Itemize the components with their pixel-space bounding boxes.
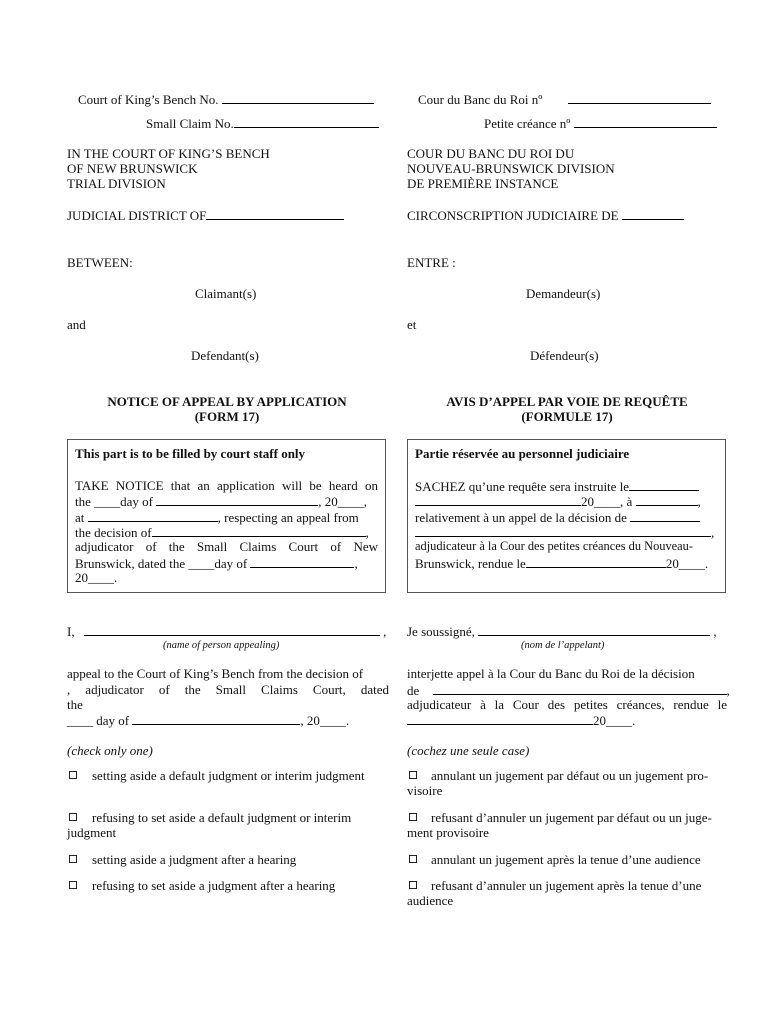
court-fr-line2: NOUVEAU-BRUNSWICK DIVISION bbox=[407, 161, 615, 176]
option-fr-2-cont: ment provisoire bbox=[407, 825, 489, 840]
judicial-district: JUDICIAL DISTRICT OF bbox=[67, 207, 344, 223]
option-fr-4: refusant d’annuler un jugement après la tenue d’une bbox=[431, 878, 702, 893]
court-en-line3: TRIAL DIVISION bbox=[67, 176, 166, 191]
fr-decision-date-field[interactable] bbox=[526, 555, 666, 568]
appeal-fr-line2: de , bbox=[407, 683, 730, 698]
fr-kb-number-label: Cour du Banc du Roi nº bbox=[418, 91, 711, 107]
fr-appeal-decision-field[interactable] bbox=[433, 682, 727, 695]
kb-number-field[interactable] bbox=[222, 91, 374, 104]
checkbox-en-option-3[interactable] bbox=[69, 855, 77, 863]
option-en-4: refusing to set aside a judgment after a hearing bbox=[92, 878, 336, 893]
decision-date-field[interactable] bbox=[250, 555, 354, 568]
fr-appeal-date-field[interactable] bbox=[407, 712, 593, 725]
staff-en-line5: adjudicator of the Small Claims Court of New bbox=[75, 539, 378, 554]
option-en-2: refusing to set aside a default judgment or interim bbox=[92, 810, 352, 825]
demandeur-label: Demandeur(s) bbox=[526, 286, 601, 301]
staff-fr-line3: relativement à un appel de la décision de bbox=[415, 509, 700, 525]
appeal-fr-line4: 20____. bbox=[407, 712, 635, 728]
fr-hearing-place-field[interactable] bbox=[636, 493, 698, 506]
title-en-line1: NOTICE OF APPEAL BY APPLICATION bbox=[107, 394, 347, 409]
appellant-caption-en: (name of person appealing) bbox=[163, 640, 280, 651]
court-en-line1: IN THE COURT OF KING’S BENCH bbox=[67, 146, 270, 161]
checkbox-en-option-2[interactable] bbox=[69, 813, 77, 821]
appeal-en-line1: appeal to the Court of King’s Bench from the decision of bbox=[67, 666, 364, 681]
entre-label: ENTRE : bbox=[407, 255, 456, 270]
fr-hearing-date-field[interactable] bbox=[629, 478, 699, 491]
checkbox-fr-option-2[interactable] bbox=[409, 813, 417, 821]
kb-number-label: Court of King’s Bench No. bbox=[78, 91, 374, 107]
option-en-2-cont: judgment bbox=[67, 825, 117, 840]
title-en-line2: (FORM 17) bbox=[194, 409, 260, 424]
claimant-label: Claimant(s) bbox=[195, 286, 257, 301]
court-fr-line1: COUR DU BANC DU ROI DU bbox=[407, 146, 575, 161]
title-fr-line2: (FORMULE 17) bbox=[521, 409, 613, 424]
checkbox-fr-option-3[interactable] bbox=[409, 855, 417, 863]
appeal-en-line3: the bbox=[67, 697, 83, 712]
staff-en-line4: the decision of , bbox=[75, 525, 369, 540]
small-claim-label: Small Claim No. bbox=[146, 115, 379, 131]
staff-en-line2: the ____day of , 20____, bbox=[75, 494, 367, 509]
staff-fr-line2: 20____, à , bbox=[415, 493, 701, 509]
fr-hearing-day-field[interactable] bbox=[415, 493, 581, 506]
staff-fr-line5: adjudicateur à la Cour des petites créances du Nouveau- bbox=[415, 539, 693, 553]
option-en-1: setting aside a default judgment or interim judgment bbox=[92, 768, 365, 783]
defendant-label: Defendant(s) bbox=[191, 348, 259, 363]
fr-small-claim-label: Petite créance nº bbox=[484, 115, 717, 131]
appellant-name-field[interactable] bbox=[84, 623, 380, 636]
decision-of-field[interactable] bbox=[152, 524, 366, 537]
et-label: et bbox=[407, 317, 417, 332]
checkbox-en-option-1[interactable] bbox=[69, 771, 77, 779]
checkbox-fr-option-4[interactable] bbox=[409, 881, 417, 889]
judicial-district-field[interactable] bbox=[206, 207, 344, 220]
appeal-fr-line3: adjudicateur à la Cour des petites créances, rendue le bbox=[407, 697, 727, 712]
option-fr-1-cont: visoire bbox=[407, 783, 443, 798]
check-only-one-en: (check only one) bbox=[67, 743, 153, 758]
fr-decision-of-field[interactable] bbox=[630, 509, 700, 522]
fr-appellant-name-field[interactable] bbox=[478, 623, 710, 636]
staff-heading-fr: Partie réservée au personnel judiciaire bbox=[415, 446, 630, 461]
small-claim-field[interactable] bbox=[234, 115, 379, 128]
staff-fr-line6: Brunswick, rendue le 20____. bbox=[415, 556, 709, 571]
option-fr-2: refusant d’annuler un jugement par défaut ou un juge- bbox=[431, 810, 712, 825]
check-only-one-fr: (cochez une seule case) bbox=[407, 743, 530, 758]
court-en-line2: OF NEW BRUNSWICK bbox=[67, 161, 198, 176]
staff-en-line7: 20____. bbox=[75, 570, 118, 585]
defendeur-label: Défendeur(s) bbox=[530, 348, 599, 363]
staff-en-line3: at , respecting an appeal from bbox=[75, 510, 359, 525]
checkbox-en-option-4[interactable] bbox=[69, 881, 77, 889]
checkbox-fr-option-1[interactable] bbox=[409, 771, 417, 779]
option-fr-1: annulant un jugement par défaut ou un jugement pro- bbox=[431, 768, 709, 783]
appellant-caption-fr: (nom de l’appelant) bbox=[521, 640, 605, 651]
fr-judicial-district-field[interactable] bbox=[622, 207, 684, 220]
fr-small-claim-field[interactable] bbox=[574, 115, 717, 128]
title-fr-line1: AVIS D’APPEL PAR VOIE DE REQUÊTE bbox=[446, 394, 688, 409]
and-label: and bbox=[67, 317, 86, 332]
option-fr-3: annulant un jugement après la tenue d’une audience bbox=[431, 852, 701, 867]
appeal-date-field[interactable] bbox=[132, 712, 300, 725]
appellant-fr: Je soussigné, , bbox=[407, 624, 717, 639]
staff-fr-line1: SACHEZ qu’une requête sera instruite le bbox=[415, 478, 699, 494]
appellant-en: I, , bbox=[67, 624, 387, 639]
option-fr-4-cont: audience bbox=[407, 893, 454, 908]
staff-en-line1: TAKE NOTICE that an application will be heard on bbox=[75, 478, 378, 493]
appeal-en-line2: , adjudicator of the Small Claims Court, dated bbox=[67, 682, 389, 697]
staff-en-line6: Brunswick, dated the ____day of , bbox=[75, 556, 358, 571]
appeal-fr-line1: interjette appel à la Cour du Banc du Roi de la décision bbox=[407, 666, 695, 681]
option-en-3: setting aside a judgment after a hearing bbox=[92, 852, 297, 867]
fr-kb-number-field[interactable] bbox=[568, 91, 711, 104]
between-label: BETWEEN: bbox=[67, 255, 133, 270]
appeal-en-line4: ____ day of , 20____. bbox=[67, 713, 350, 728]
hearing-day-field[interactable] bbox=[156, 493, 318, 506]
hearing-place-field[interactable] bbox=[88, 509, 218, 522]
fr-decision-of-field-2[interactable] bbox=[415, 524, 711, 537]
staff-heading-en: This part is to be filled by court staff only bbox=[75, 446, 306, 461]
staff-fr-line4: , bbox=[415, 524, 714, 540]
fr-judicial-district: CIRCONSCRIPTION JUDICIAIRE DE bbox=[407, 207, 684, 223]
court-fr-line3: DE PREMIÈRE INSTANCE bbox=[407, 176, 559, 191]
